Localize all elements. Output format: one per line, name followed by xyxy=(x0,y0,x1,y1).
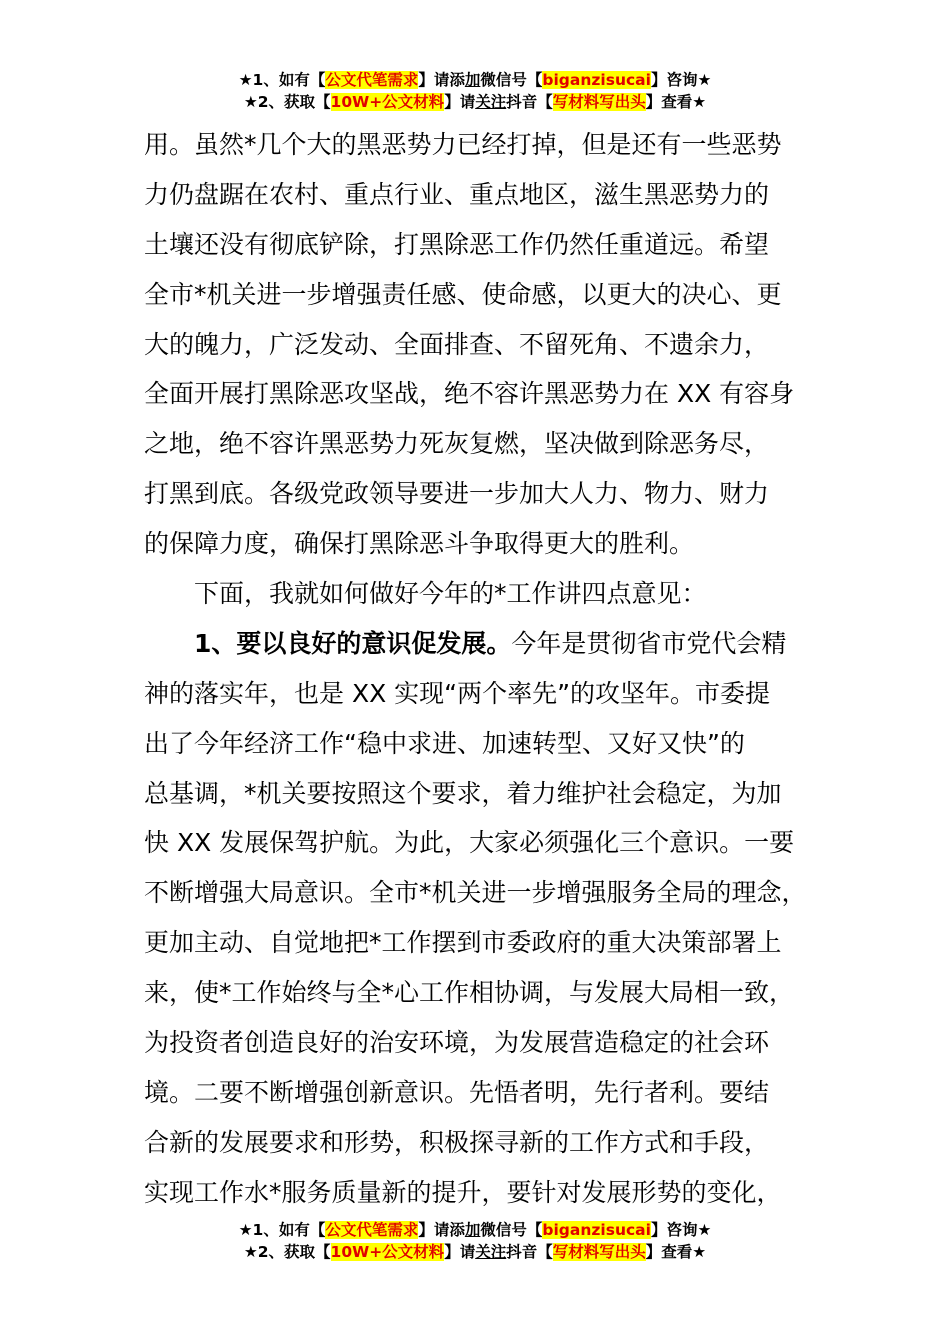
body-line: 全市*机关进一步增强责任感、使命感，以更大的决心、更 xyxy=(144,279,782,309)
banner-text: 】查看★ xyxy=(645,1243,707,1261)
body-line: 快 XX 发展保驾护航。为此，大家必须强化三个意识。一要 xyxy=(144,828,795,858)
banner-highlight: 10W+公文材料 xyxy=(330,93,445,111)
section-heading-line xyxy=(144,619,834,669)
body-line: 为投资者创造良好的治安环境，为发展营造稳定的社会环 xyxy=(144,1028,770,1058)
section-heading: 1、要以良好的意识促发展。 xyxy=(194,628,512,658)
banner-text: 】请添 xyxy=(418,1221,465,1239)
banner-text: 】请添 xyxy=(418,71,465,89)
banner-line-1 xyxy=(0,1219,950,1241)
banner-text: 】请 xyxy=(444,1243,476,1261)
banner-text: ★2、获取【 xyxy=(243,1243,331,1261)
body-line: 的保障力度，确保打黑除恶斗争取得更大的胜利。 xyxy=(144,529,695,559)
body-line: 力仍盘踞在农村、重点行业、重点地区，滋生黑恶势力的 xyxy=(144,179,770,209)
banner-text: 】咨询★ xyxy=(650,71,712,89)
banner-text: 微信号【 xyxy=(480,71,543,89)
banner-line-2 xyxy=(0,91,950,113)
banner-text: 抖音【 xyxy=(506,1243,553,1261)
banner-highlight: 公文代笔需求 xyxy=(325,71,419,89)
body-line: 合新的发展要求和形势，积极探寻新的工作方式和手段， xyxy=(144,1127,770,1157)
banner-wechat-id: biganzisucai xyxy=(542,71,651,89)
header-banner xyxy=(0,69,950,113)
banner-douyin-name: 写材料写出头 xyxy=(552,1243,646,1261)
body-line: 打黑到底。各级党政领导要进一步加大人力、物力、财力 xyxy=(144,479,770,509)
banner-douyin-name: 写材料写出头 xyxy=(552,93,646,111)
document-body xyxy=(144,120,834,1218)
banner-text: 抖音【 xyxy=(506,93,553,111)
body-line: 全面开展打黑除恶攻坚战，绝不容许黑恶势力在 XX 有容身 xyxy=(144,379,795,409)
body-line: 土壤还没有彻底铲除，打黑除恶工作仍然任重道远。希望 xyxy=(144,229,770,259)
banner-line-1 xyxy=(0,69,950,91)
body-line: 总基调，*机关要按照这个要求，着力维护社会稳定，为加 xyxy=(144,778,782,808)
body-line: 实现工作水*服务质量新的提升，要针对发展形势的变化， xyxy=(144,1177,782,1207)
body-line: 神的落实年，也是 XX 实现“两个率先”的攻坚年。市委提 xyxy=(144,678,771,708)
banner-text: 】查看★ xyxy=(645,93,707,111)
body-line: 之地，绝不容许黑恶势力死灰复燃，坚决做到除恶务尽， xyxy=(144,429,770,459)
body-line: 用。虽然*几个大的黑恶势力已经打掉，但是还有一些恶势 xyxy=(144,130,782,159)
body-line: 更加主动、自觉地把*工作摆到市委政府的重大决策部署上 xyxy=(144,928,782,958)
banner-underlined: 加 xyxy=(464,1221,481,1239)
banner-text: ★1、如有【 xyxy=(238,71,326,89)
body-line: 不断增强大局意识。全市*机关进一步增强服务全局的理念， xyxy=(144,878,807,908)
body-line: 今年是贯彻省市党代会精 xyxy=(511,628,787,658)
body-line: 境。二要不断增强创新意识。先悟者明，先行者利。要结 xyxy=(144,1077,770,1107)
banner-text: 】请 xyxy=(444,93,476,111)
banner-underlined: 关注 xyxy=(475,93,507,111)
body-line: 大的魄力，广泛发动、全面排查、不留死角、不遗余力， xyxy=(144,329,770,359)
banner-highlight: 公文代笔需求 xyxy=(325,1221,419,1239)
banner-line-2 xyxy=(0,1241,950,1263)
banner-text: ★2、获取【 xyxy=(243,93,331,111)
footer-banner xyxy=(0,1219,950,1263)
banner-text: 微信号【 xyxy=(480,1221,543,1239)
body-line: 来，使*工作始终与全*心工作相协调，与发展大局相一致， xyxy=(144,978,795,1008)
banner-highlight: 10W+公文材料 xyxy=(330,1243,445,1261)
body-line: 出了今年经济工作“稳中求进、加速转型、又好又快”的 xyxy=(144,728,745,758)
banner-underlined: 加 xyxy=(464,71,481,89)
banner-underlined: 关注 xyxy=(475,1243,507,1261)
banner-text: ★1、如有【 xyxy=(238,1221,326,1239)
banner-text: 】咨询★ xyxy=(650,1221,712,1239)
banner-wechat-id: biganzisucai xyxy=(542,1221,651,1239)
paragraph-intro: 下面，我就如何做好今年的*工作讲四点意见： xyxy=(194,579,707,609)
